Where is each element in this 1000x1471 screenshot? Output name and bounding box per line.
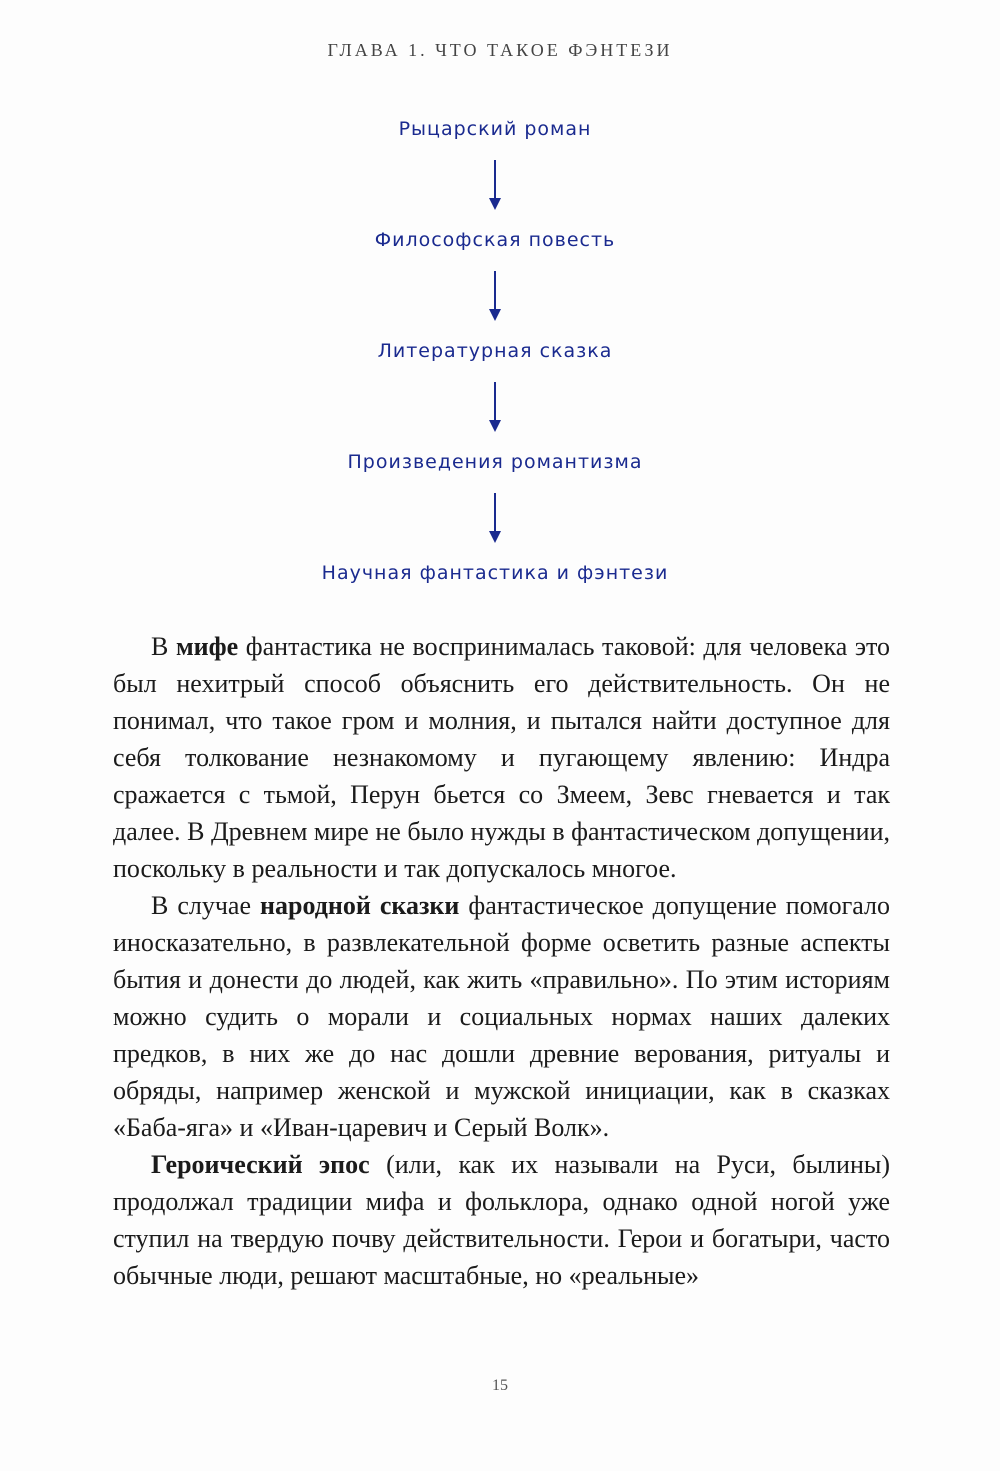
genre-flow-diagram (0, 112, 1000, 590)
flow-step-2: Философская повесть (374, 229, 616, 251)
down-arrow-icon (485, 257, 505, 334)
paragraph-folk-tale (113, 887, 890, 1146)
bold-term: народной сказки (260, 891, 460, 920)
flow-step-5: Научная фантастика и фэнтези (321, 562, 669, 584)
paragraph-text: (или, как их называли на Руси, былины) продолжал традиции мифа и фольклора, однако одной ногой уже ступил на твердую почву действительности. Герои и богатыри, часто обычные люди, решают масштабные, но «реальные» (113, 1150, 890, 1290)
flow-step-1: Рыцарский роман (398, 118, 592, 140)
down-arrow-icon (485, 479, 505, 556)
paragraph-myth (113, 628, 890, 887)
body-text (113, 628, 890, 1294)
paragraph-text: В (151, 632, 176, 661)
paragraph-text: фантастическое допущение помогало иносказательно, в развлекательной форме осветить разные аспекты бытия и донести до людей, как жить «правильно». По этим историям можно судить о морали и социальных нормах наших далеких предков, в них же до нас дошли древние верования, ритуалы и обряды, например женской и мужской инициации, как в сказках «Баба-яга» и «Иван-царевич и Серый Волк». (113, 891, 891, 1142)
down-arrow-icon (485, 146, 505, 223)
paragraph-heroic-epic (113, 1146, 890, 1294)
bold-term: мифе (175, 632, 239, 661)
flow-step-4: Произведения романтизма (347, 451, 643, 473)
page-number: 15 (492, 1377, 508, 1394)
bold-term: Героический эпос (151, 1150, 370, 1179)
down-arrow-icon (485, 368, 505, 445)
paragraph-text: фантастика не воспринималась таковой: для человека это был нехитрый способ объяснить его действительность. Он не понимал, что такое гром и молния, и пытался найти доступное для себя толкование незнакомому и пугающему явлению: Индра сражается с тьмой, Перун бьется со Змеем, Зевс гневается и так далее. В Древнем мире не было нужды в фантастическом допущении, поскольку в реальности и так допускалось многое. (113, 632, 891, 883)
flow-step-3: Литературная сказка (377, 340, 613, 362)
paragraph-text: В случае (151, 891, 261, 920)
running-head: ГЛАВА 1. ЧТО ТАКОЕ ФЭНТЕЗИ (327, 40, 673, 60)
